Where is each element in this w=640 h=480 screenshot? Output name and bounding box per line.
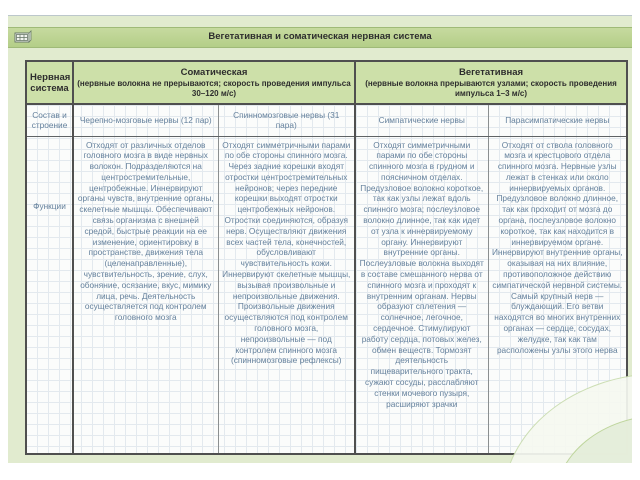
composition-row <box>26 104 627 136</box>
title-bar <box>8 27 632 48</box>
vegetative-section-header <box>355 61 627 104</box>
vegetative-title: Вегетативная <box>458 66 524 78</box>
vegetative-subtitle: (нервные волокна прерываются узлами; скорость проведения импульса 1–3 м/с) <box>365 78 617 98</box>
functions-row <box>26 136 627 454</box>
slide <box>8 15 632 463</box>
composition-cranial-nerves-cell: Черепно-мозговые нервы (12 пар) <box>73 104 218 136</box>
somatic-section-header <box>73 61 355 104</box>
composition-sympathetic-cell: Симпатические нервы <box>355 104 488 136</box>
slide-title: Вегетативная и соматическая нервная система <box>208 31 432 42</box>
row-label-functions: Функции <box>26 136 73 454</box>
functions-sympathetic-cell: Отходят симметричными парами по обе стороны спинного мозга в грудном и поясничном отделах. Предузловое волокно короткое, так как узлы лежат вдоль спинного мозга; послеузловое волокно длинное, так как идет от узла к иннервируемому органу. Иннервируют внутренние органы. Послеузловые волокна выходят в составе смешанного нерва от спинного мозга и проходят к внутренним органам. Нервы образуют сплетения — солнечное, легочное, сердечное. Стимулируют работу сердца, потовых желез, обмен веществ. Тормозят деятельность пищеварительного тракта, сужают сосуды, расслабляют стенки мочевого пузыря, расширяют зрачки <box>355 136 488 454</box>
composition-spinal-nerves-cell: Спинномозговые нервы (31 пара) <box>218 104 355 136</box>
corner-header-cell: Нервная система <box>26 61 73 104</box>
functions-cranial-nerves-cell: Отходят от различных отделов головного мозга в виде нервных волокон. Подразделяются на центростремительные, центробежные. Иннервируют органы чувств, внутренние органы, скелетные мышцы. Обеспечивают связь организма с внешней средой, быстрые реакции на ее изменение, ориентировку в пространстве, движения тела (целенаправленные), чувствительность, зрение, слух, обоняние, осязание, вкус, мимику лица, речь. Деятельность осуществляется под контролем головного мозга <box>73 136 218 454</box>
composition-parasympathetic-cell: Парасимпатические нервы <box>488 104 627 136</box>
somatic-subtitle: (нервные волокна не прерываются; скорость проведения импульса 30–120 м/с) <box>77 78 351 98</box>
functions-spinal-nerves-cell: Отходят симметричными парами по обе стороны спинного мозга. Через задние корешки входят отростки центростремительных нейронов; через передние корешки выходят отростки центробежных нейронов. Отростки соединяются, образуя нерв. Осуществляют движения всех частей тела, конечностей, обусловливают чувствительность кожи. Иннервируют скелетные мышцы, вызывая произвольные и непроизвольные движения. Произвольные движения осуществляются под контролем головного мозга, непроизвольные — под контролем спинного мозга (спинномозговые рефлексы) <box>218 136 355 454</box>
table-header-row <box>26 61 627 104</box>
row-label-composition: Состав и строение <box>26 104 73 136</box>
functions-parasympathetic-cell: Отходят от ствола головного мозга и крестцового отдела спинного мозга. Нервные узлы лежат в стенках или около иннервируемых органов. Предузловое волокно длинное, так как проходит от мозга до органа, послеузловое волокно короткое, так как находится в иннервируемом органе. Иннервируют внутренние органы, оказывая на них влияние, противоположное действию симпатической нервной системы. Самый крупный нерв — блуждающий. Его ветви находятся во многих внутренних органах — сердце, сосудах, желудке, так как там расположены узлы этого нерва <box>488 136 627 454</box>
somatic-title: Соматическая <box>180 66 248 78</box>
nervous-system-table <box>25 60 628 455</box>
